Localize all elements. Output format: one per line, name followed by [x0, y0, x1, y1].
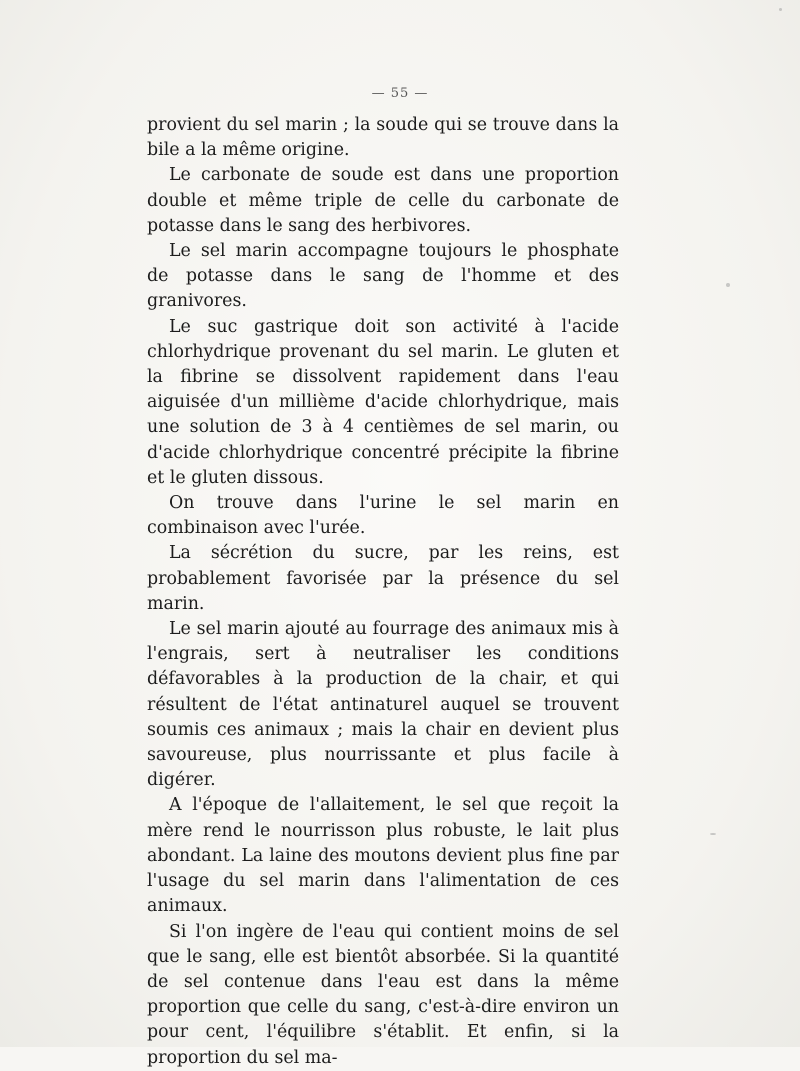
scan-speck	[779, 8, 782, 11]
paragraph-1: provient du sel marin ; la soude qui se trouve dans la bile a la même origine.	[147, 115, 619, 161]
paragraph-2: Le carbonate de soude est dans une proportion double et même triple de celle du carbonate de potasse dans le sang des herbivores.	[147, 165, 619, 236]
scan-speck	[726, 283, 730, 287]
paragraph-9: Si l'on ingère de l'eau qui contient moins de sel que le sang, elle est bientôt absorbée. Si la quantité de sel contenue dans l'eau est dans la même proportion que celle du sang, c'est-à-dire environ un pour cent, l'équilibre s'établit. Et enfin, si la proportion du sel ma-	[147, 921, 619, 1068]
paragraph-5: On trouve dans l'urine le sel marin en combinaison avec l'urée.	[147, 493, 619, 539]
paragraph-7: Le sel marin ajouté au fourrage des animaux mis à l'engrais, sert à neutraliser les conditions défavorables à la production de la chair, et qui résultent de l'état antinaturel auquel se trouvent soumis ces animaux ; mais la chair en devient plus savoureuse, plus nourrissante et plus facile à digérer.	[147, 619, 619, 791]
body-text	[147, 113, 619, 1071]
paragraph-6: La sécrétion du sucre, par les reins, est probablement favorisée par la présence du sel marin.	[147, 543, 619, 614]
paragraph-4: Le suc gastrique doit son activité à l'acide chlorhydrique provenant du sel marin. Le gluten et la fibrine se dissolvent rapidement dans l'eau aiguisée d'un millième d'acide chlorhydrique, mais une solution de 3 à 4 centièmes de sel marin, ou d'acide chlorhydrique concentré précipite la fibrine et le gluten dissous.	[147, 316, 619, 488]
paragraph-3: Le sel marin accompagne toujours le phosphate de potasse dans le sang de l'homme et des granivores.	[147, 241, 619, 312]
page-number: — 55 —	[371, 86, 429, 101]
scan-speck	[710, 833, 716, 835]
paragraph-8: A l'époque de l'allaitement, le sel que reçoit la mère rend le nourrisson plus robuste, le lait plus abondant. La laine des moutons devient plus fine par l'usage du sel marin dans l'alimentation de ces animaux.	[147, 795, 619, 917]
